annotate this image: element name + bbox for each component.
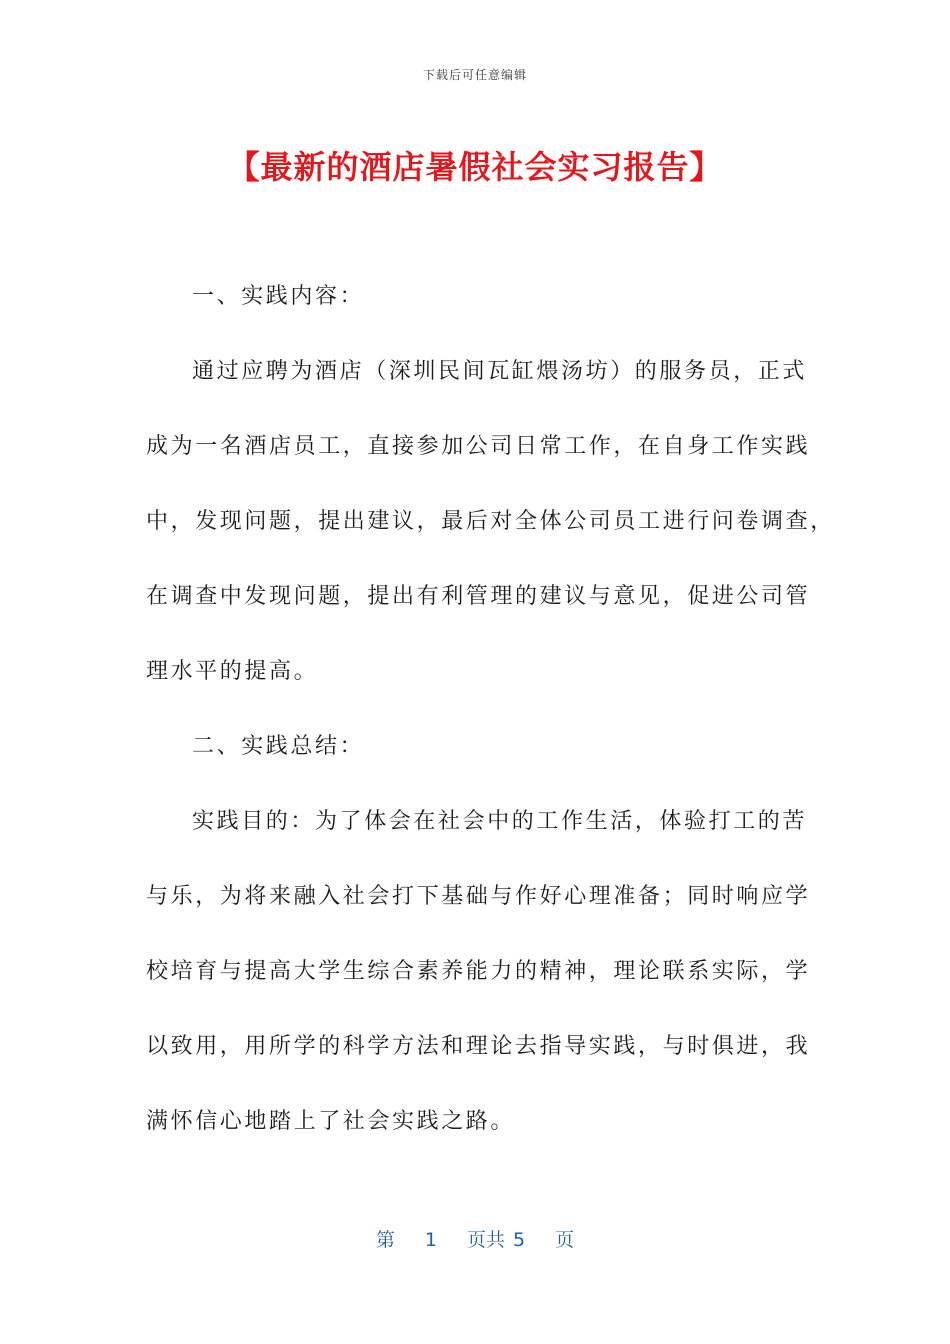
section-heading-2: 二、实践总结：	[192, 734, 365, 759]
paragraph-line: 在调查中发现问题，提出有利管理的建议与意见，促进公司管	[146, 584, 811, 609]
footer-suffix: 页	[555, 1229, 575, 1251]
total-pages-number: 5	[513, 1229, 526, 1251]
section-heading-1: 一、实践内容：	[192, 284, 365, 309]
document-title: 【最新的酒店暑假社会实习报告】	[227, 148, 723, 186]
current-page-number: 1	[424, 1229, 437, 1251]
paragraph-line: 中，发现问题，提出建议，最后对全体公司员工进行问卷调查，	[146, 509, 835, 534]
footer-prefix: 第	[375, 1229, 395, 1251]
paragraph-line: 与乐，为将来融入社会打下基础与作好心理准备；同时响应学	[146, 884, 811, 909]
page-footer	[0, 1225, 950, 1252]
footer-middle: 页共	[466, 1229, 505, 1251]
paragraph-line: 满怀信心地踏上了社会实践之路。	[146, 1109, 516, 1134]
paragraph-line: 以致用，用所学的科学方法和理论去指导实践，与时俱进，我	[146, 1034, 811, 1059]
document-body	[146, 259, 835, 1159]
paragraph-line: 成为一名酒店员工，直接参加公司日常工作，在自身工作实践	[146, 434, 811, 459]
paragraph-line: 校培育与提高大学生综合素养能力的精神，理论联系实际，学	[146, 959, 811, 984]
header-note: 下载后可任意编辑	[422, 68, 527, 82]
paragraph-line: 实践目的：为了体会在社会中的工作生活，体验打工的苦	[192, 809, 808, 834]
paragraph-line: 理水平的提高。	[146, 659, 319, 684]
paragraph-line: 通过应聘为酒店（深圳民间瓦缸煨汤坊）的服务员，正式	[192, 359, 808, 384]
